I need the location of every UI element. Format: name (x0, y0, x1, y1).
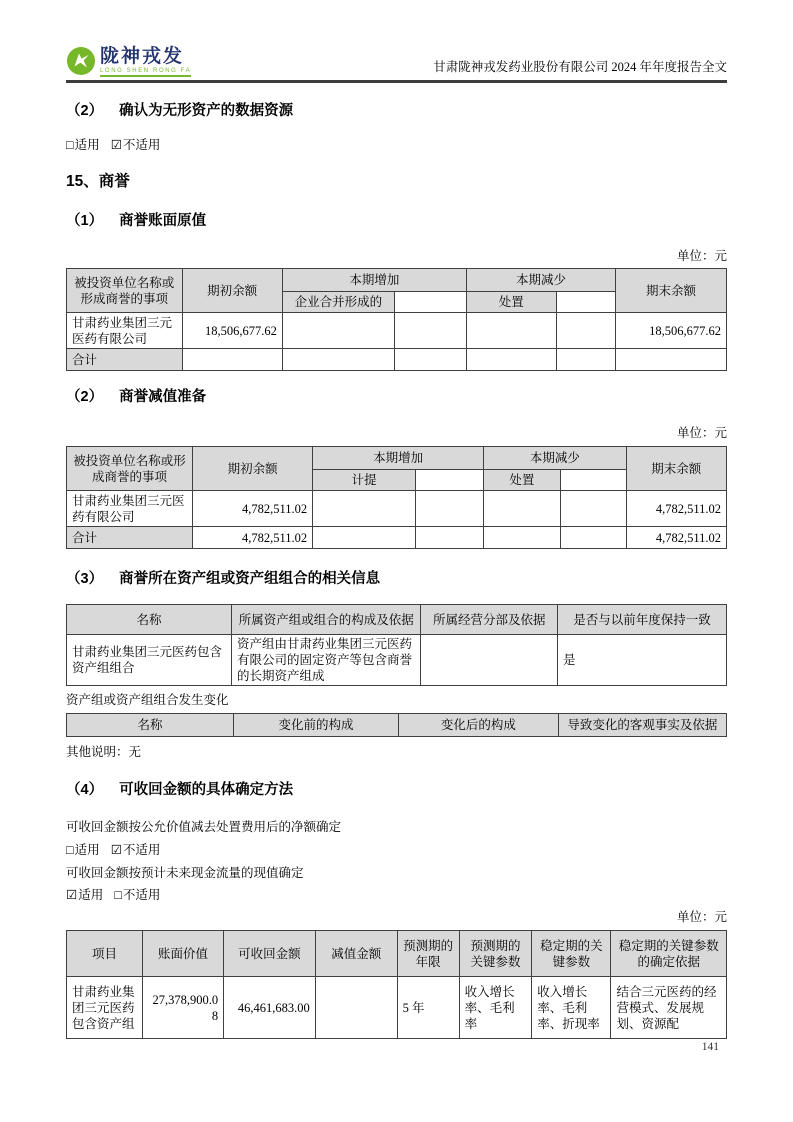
total-label-cell: 合计 (67, 349, 183, 371)
header-cell: 名称 (67, 605, 232, 635)
goodwill-impairment-table (66, 446, 727, 549)
header-cell: 本期增加 (313, 447, 484, 470)
amount-cell: 4,782,511.02 (193, 527, 313, 549)
option-not-applicable (111, 843, 161, 857)
company-logo-name-en: LONG SHEN RONG FA (100, 68, 192, 74)
header-cell: 所属经营分部及依据 (421, 605, 558, 635)
header-cell: 项目 (67, 931, 143, 977)
header-cell: 计提 (313, 470, 416, 491)
section-number: （4） (66, 782, 104, 798)
table-row (67, 491, 727, 527)
amount-cell (556, 349, 615, 371)
section-heading-data-resource (66, 103, 727, 120)
amount-cell (484, 491, 561, 527)
table-row (67, 977, 727, 1039)
applicability-present-value (66, 888, 727, 902)
amount-cell: 4,782,511.02 (193, 491, 313, 527)
header-divider (66, 80, 727, 83)
applicability-fair-value (66, 843, 727, 857)
header-cell: 本期减少 (466, 269, 615, 292)
amount-cell: 4,782,511.02 (626, 527, 726, 549)
option-applicable (66, 138, 100, 152)
header-cell: 名称 (67, 714, 234, 737)
table-header-row (67, 447, 727, 470)
header-cell-empty (395, 292, 467, 313)
goodwill-cost-table (66, 268, 727, 371)
amount-cell (416, 491, 484, 527)
header-cell: 期末余额 (616, 269, 727, 313)
section-title: 确认为无形资产的数据资源 (119, 103, 294, 119)
amount-cell (556, 313, 615, 349)
section-title: 商誉减值准备 (119, 389, 207, 405)
entity-name-cell: 甘肃药业集团三元医药有限公司 (67, 313, 183, 349)
amount-cell (395, 349, 467, 371)
segment-cell (421, 635, 558, 686)
unit-label: 单位：元 (676, 426, 727, 440)
item-name-cell: 甘肃药业集团三元医药包含资产组 (67, 977, 143, 1039)
company-logo (66, 46, 191, 77)
section-number: （3） (66, 571, 104, 587)
header-cell: 被投资单位名称或形成商誉的事项 (67, 447, 193, 491)
amount-cell (395, 313, 467, 349)
applicability-data-resource (66, 138, 727, 152)
header-cell: 减值金额 (315, 931, 397, 977)
table-header-row (67, 269, 727, 292)
header-cell: 期初余额 (193, 447, 313, 491)
amount-cell (282, 349, 394, 371)
section-number: （1） (66, 213, 104, 229)
option-applicable (66, 843, 100, 857)
header-cell: 处置 (484, 470, 561, 491)
asset-group-table (66, 604, 727, 686)
header-cell: 账面价值 (142, 931, 223, 977)
present-value-method-line: 可收回金额按预计未来现金流量的现值确定 (66, 866, 304, 880)
section-number: （2） (66, 103, 104, 119)
table-header-row (67, 931, 727, 977)
section-title: 商誉所在资产组或资产组组合的相关信息 (119, 571, 381, 587)
option-label: 适用 (74, 138, 100, 152)
section-heading-recoverable-amount (66, 782, 727, 799)
composition-cell: 资产组由甘肃药业集团三元医药有限公司的固定资产等包含商誉的长期资产组成 (232, 635, 421, 686)
amount-cell (466, 349, 556, 371)
checkbox-unchecked-icon: □ (114, 888, 122, 902)
table-header-row (67, 714, 727, 737)
header-cell: 企业合并形成的 (282, 292, 394, 313)
table-row (67, 635, 727, 686)
amount-cell: 18,506,677.62 (616, 313, 727, 349)
option-label: 不适用 (122, 138, 161, 152)
option-not-applicable (111, 138, 161, 152)
amount-cell (282, 313, 394, 349)
amount-cell (466, 313, 556, 349)
checkbox-checked-icon: ☑ (110, 843, 122, 857)
amount-cell (484, 527, 561, 549)
header-cell: 本期增加 (282, 269, 466, 292)
header-cell: 预测期的年限 (397, 931, 459, 977)
amount-cell (416, 527, 484, 549)
option-applicable (66, 888, 103, 902)
amount-cell (315, 977, 397, 1039)
section-heading-goodwill-cost (66, 213, 727, 230)
header-cell-empty (416, 470, 484, 491)
page-header (66, 0, 727, 77)
table-total-row (67, 349, 727, 371)
other-note: 其他说明：无 (66, 745, 142, 759)
header-cell: 被投资单位名称或形成商誉的事项 (67, 269, 183, 313)
checkbox-checked-icon: ☑ (110, 138, 122, 152)
amount-cell (560, 527, 626, 549)
amount-cell: 46,461,683.00 (224, 977, 316, 1039)
entity-name-cell: 甘肃药业集团三元医药有限公司 (67, 491, 193, 527)
amount-cell (560, 491, 626, 527)
header-cell: 变化后的构成 (398, 714, 558, 737)
option-not-applicable (114, 888, 160, 902)
amount-cell: 27,378,900.08 (142, 977, 223, 1039)
company-logo-name-cn: 陇神戎发 (100, 46, 185, 67)
section-title: 可收回金额的具体确定方法 (119, 782, 294, 798)
header-cell: 导致变化的客观事实及依据 (558, 714, 726, 737)
total-label-cell: 合计 (67, 527, 193, 549)
header-cell: 处置 (466, 292, 556, 313)
report-header-title: 甘肃陇神戎发药业股份有限公司 2024 年年度报告全文 (433, 60, 727, 74)
option-label: 适用 (78, 888, 104, 902)
recoverable-amount-table (66, 930, 727, 1039)
forecast-period-cell: 5 年 (397, 977, 459, 1039)
table-row (67, 313, 727, 349)
checkbox-checked-icon: ☑ (66, 888, 78, 902)
page-number: 141 (701, 1041, 719, 1053)
unit-label: 单位：元 (676, 249, 727, 263)
option-label: 不适用 (122, 843, 161, 857)
consistency-cell: 是 (558, 635, 727, 686)
option-label: 不适用 (122, 888, 161, 902)
header-cell-empty (560, 470, 626, 491)
amount-cell (313, 527, 416, 549)
amount-cell: 18,506,677.62 (182, 313, 282, 349)
header-cell: 期初余额 (182, 269, 282, 313)
amount-cell (313, 491, 416, 527)
header-cell: 是否与以前年度保持一致 (558, 605, 727, 635)
checkbox-unchecked-icon: □ (66, 843, 74, 857)
header-cell-empty (556, 292, 615, 313)
header-cell: 期末余额 (626, 447, 726, 491)
stable-params-cell: 收入增长率、毛利率、折现率 (532, 977, 611, 1039)
header-cell: 本期减少 (484, 447, 627, 470)
change-note: 资产组或资产组组合发生变化 (66, 693, 229, 707)
header-cell: 所属资产组或组合的构成及依据 (232, 605, 421, 635)
header-cell: 稳定期的关键参数 (532, 931, 611, 977)
header-cell: 预测期的关键参数 (459, 931, 532, 977)
amount-cell (182, 349, 282, 371)
header-cell: 变化前的构成 (233, 714, 398, 737)
header-cell: 可收回金额 (224, 931, 316, 977)
asset-group-change-table (66, 713, 727, 737)
amount-cell: 4,782,511.02 (626, 491, 726, 527)
section-heading-asset-group (66, 571, 727, 588)
forecast-params-cell: 收入增长率、毛利率 (459, 977, 532, 1039)
amount-cell (616, 349, 727, 371)
checkbox-unchecked-icon: □ (66, 138, 74, 152)
section-heading-goodwill: 15、商誉 (66, 173, 130, 190)
table-total-row (67, 527, 727, 549)
params-basis-cell: 结合三元医药的经营模式、发展规划、资源配 (611, 977, 727, 1039)
section-heading-goodwill-impairment (66, 389, 727, 406)
option-label: 适用 (74, 843, 100, 857)
company-logo-icon (66, 46, 96, 76)
asset-group-name-cell: 甘肃药业集团三元医药包含资产组组合 (67, 635, 232, 686)
fair-value-method-line: 可收回金额按公允价值减去处置费用后的净额确定 (66, 820, 342, 834)
unit-label: 单位：元 (676, 910, 727, 924)
company-logo-text (100, 46, 191, 77)
table-header-row (67, 605, 727, 635)
section-title: 商誉账面原值 (119, 213, 207, 229)
section-number: （2） (66, 389, 104, 405)
header-cell: 稳定期的关键参数的确定依据 (611, 931, 727, 977)
